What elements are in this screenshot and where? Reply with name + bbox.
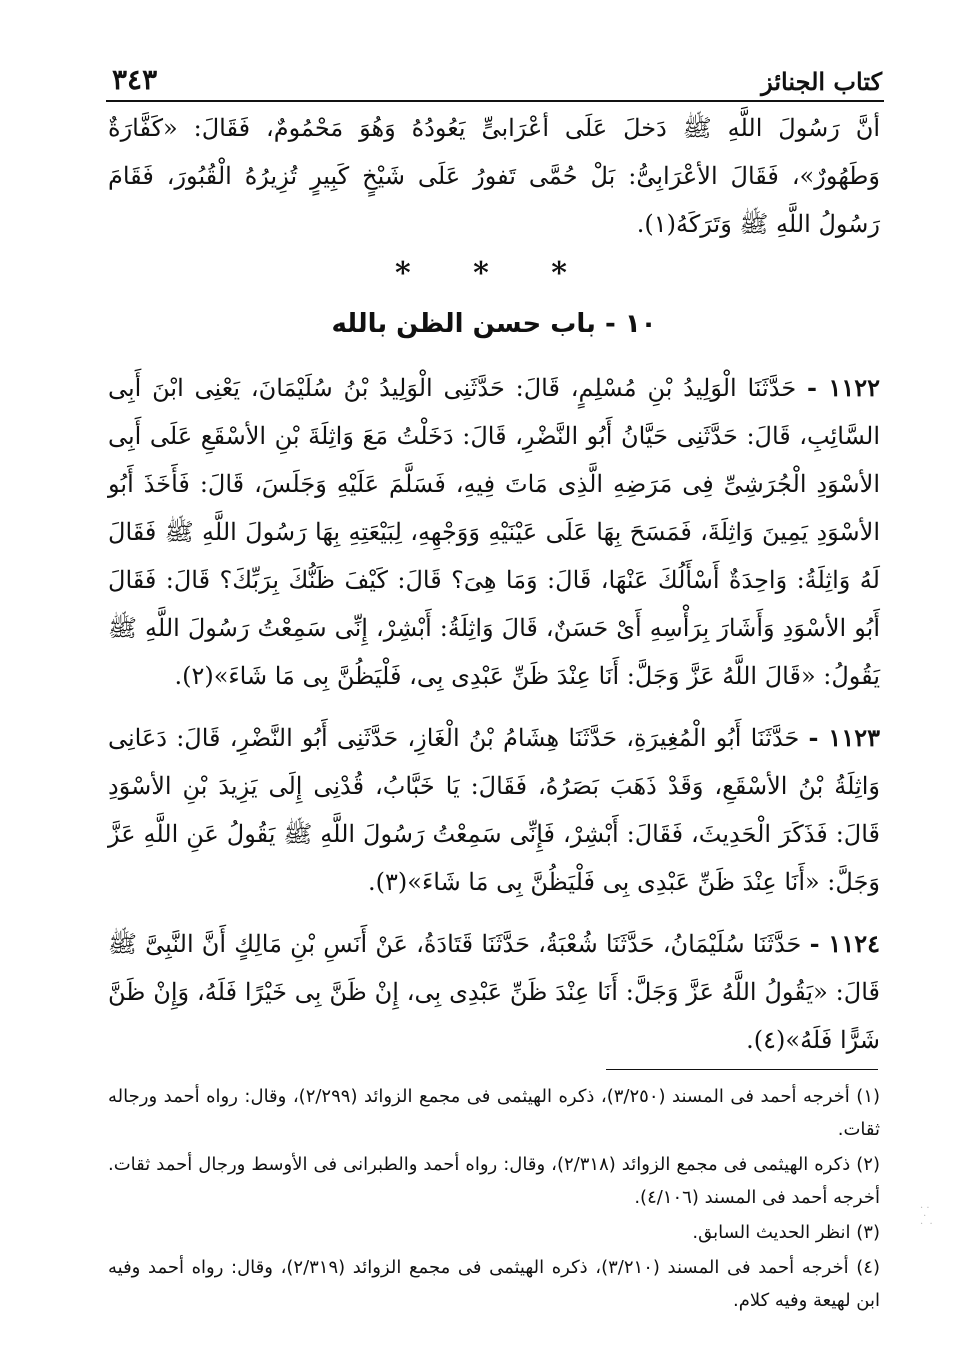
page-header (112, 52, 882, 96)
main-text (108, 104, 880, 1078)
hadith-number: ١١٢٣ - (808, 723, 880, 752)
chapter-title: ١٠ - باب حسن الظن بالله (331, 309, 657, 339)
footnote-divider (606, 1069, 878, 1070)
intro-paragraph: أنَّ رَسُولَ اللَّهِ ﷺ دَخلَ عَلَى أعْرَابىٍّ يَعُودُهُ وَهُوَ مَحْمُومٌ، فَقَالَ: «كَفَّارَةٌ وَطَهُورٌ»، فَقَالَ الأعْرَابِىُّ: بَلْ حُمَّى تَفورُ عَلَى شَيْخٍ كَبِيرٍ تُزِيرُهُ الْقُبُورَ، فَقَامَ رَسُولُ اللَّهِ ﷺ وَتَرَكَهُ(١). (108, 114, 880, 238)
hadith-paragraph (108, 364, 880, 700)
hadith-paragraph (108, 920, 880, 1064)
hadith-text: حَدَّثَنَا الْوَلِيدُ بْنِ مُسْلِمٍ، قَالَ: حَدَّثَنِى الْوَلِيدُ بْنُ سُلَيْمَانَ، يَعْنِى ابْنَ أَبِى السَّائِبِ، قَالَ: حَدَّثَنِى حَيَّانُ أَبُو النَّضْرِ، قَالَ: دَخَلْتُ مَعَ وَاثِلَةَ بْنِ الأسْقَعِ عَلَى أَبِى الأسْوَدِ الْجُرَشِىِّ فِى مَرَضِهِ الَّذِى مَاتَ فِيهِ، فَسَلَّمَ عَلَيْهِ وَجَلَسَ، قَالَ: فَأَخَذَ أَبُو الأسْوَدِ يَمِينَ وَاثِلَةَ، فَمَسَحَ بِهَا عَلَى عَيْنَيْهِ وَوَجْهِهِ، لِبَيْعَتِهِ بِهَا رَسُولَ اللَّهِ ﷺ فَقَالَ لَهُ وَاثِلَةُ: وَاحِدَةٌ أَسْأَلُكَ عَنْهَا، قَالَ: وَمَا هِىَ؟ قَالَ: كَيْفَ ظَنُّكَ بِرَبِّكَ؟ قَالَ: فَقَالَ أَبُو الأسْوَدِ وَأَشَارَ بِرَأْسِهِ أَىْ حَسَنٌ، قَالَ وَاثِلَةُ: أَبْشِرْ، إِنِّى سَمِعْتُ رَسُولَ اللَّهِ ﷺ يَقُولُ: «قَالَ اللَّهُ عَزَّ وَجَلَّ: أَنَا عِنْدَ ظَنِّ عَبْدِى بِى، فَلْيَظُنَّ بِى مَا شَاءَ»(٢). (108, 374, 880, 690)
footnote: (٤) أخرجه أحمد فى المسند (٣/٢١٠)، ذكره الهيثمى فى مجمع الزوائد (٢/٣١٩)، وقال: رواه أحمد وفيه ابن لهيعة وفيه كلام. (108, 1257, 880, 1311)
footnote: (١) أخرجه أحمد فى المسند (٣/٢٥٠)، ذكره الهيثمى فى مجمع الزوائد (٢/٢٩٩)، وقال: رواه أحمد ورجاله ثقات. (108, 1086, 881, 1140)
hadith-paragraph (108, 714, 880, 906)
hadith-number: ١١٢٤ - (809, 929, 880, 958)
header-divider (106, 100, 884, 102)
scan-speck-mark: · · · · · (920, 1203, 933, 1230)
section-separator: * * * (395, 256, 593, 291)
hadith-text: حَدَّثَنَا أَبُو الْمُغِيرَةِ، حَدَّثَنَا هِشَامُ بْنُ الْغَازِ، حَدَّثَنِى أَبُو النَّضْرِ، قَالَ: دَعَانِى وَاثِلَةُ بْنُ الأسْقَعِ، وَقَدْ ذَهَبَ بَصَرُهُ، فَقَالَ: يَا خَبَّابُ، قُدْنِى إِلَى يَزِيدَ بْنِ الأسْوَدِ قَالَ: فَذَكَرَ الْحَدِيثَ، فَقَالَ: أَبْشِرْ، فَإِنِّى سَمِعْتُ رَسُولَ اللَّهِ ﷺ يَقُولُ عَنِ اللَّهِ عَزَّ وَجَلَّ: «أَنَا عِنْدَ ظَنِّ عَبْدِى بِى فَلْيَظُنَّ بِى مَا شَاءَ»(٣). (108, 724, 881, 896)
book-title: كتاب الجنائز (761, 67, 882, 96)
page-number: ٣٤٣ (112, 63, 158, 96)
hadith-number: ١١٢٢ - (806, 373, 880, 402)
hadith-text: حَدَّثَنَا سُلَيْمَانُ، حَدَّثَنَا شُعْبَةُ، حَدَّثَنَا قَتَادَةُ، عَنْ أَنَسِ بْنِ مَالِكٍ أَنَّ النَّبِىَّ ﷺ قَالَ: «يَقُولُ اللَّهُ عَزَّ وَجَلَّ: أَنَا عِنْدَ ظَنِّ عَبْدِى بِى، إِنْ ظَنَّ بِى خَيْرًا فَلَهُ، وَإِنْ ظَنَّ شَرًّا فَلَهُ»(٤). (108, 930, 880, 1054)
footnotes (108, 1080, 880, 1319)
footnote: (٣) انظر الحديث السابق. (692, 1222, 880, 1243)
footnote: (٢) ذكره الهيثمى فى مجمع الزوائد (٢/٣١٨)، وقال: رواه أحمد والطبرانى فى الأوسط ورجال أحمد ثقات. أخرجه أحمد فى المسند (٤/١٠٦). (108, 1154, 880, 1208)
